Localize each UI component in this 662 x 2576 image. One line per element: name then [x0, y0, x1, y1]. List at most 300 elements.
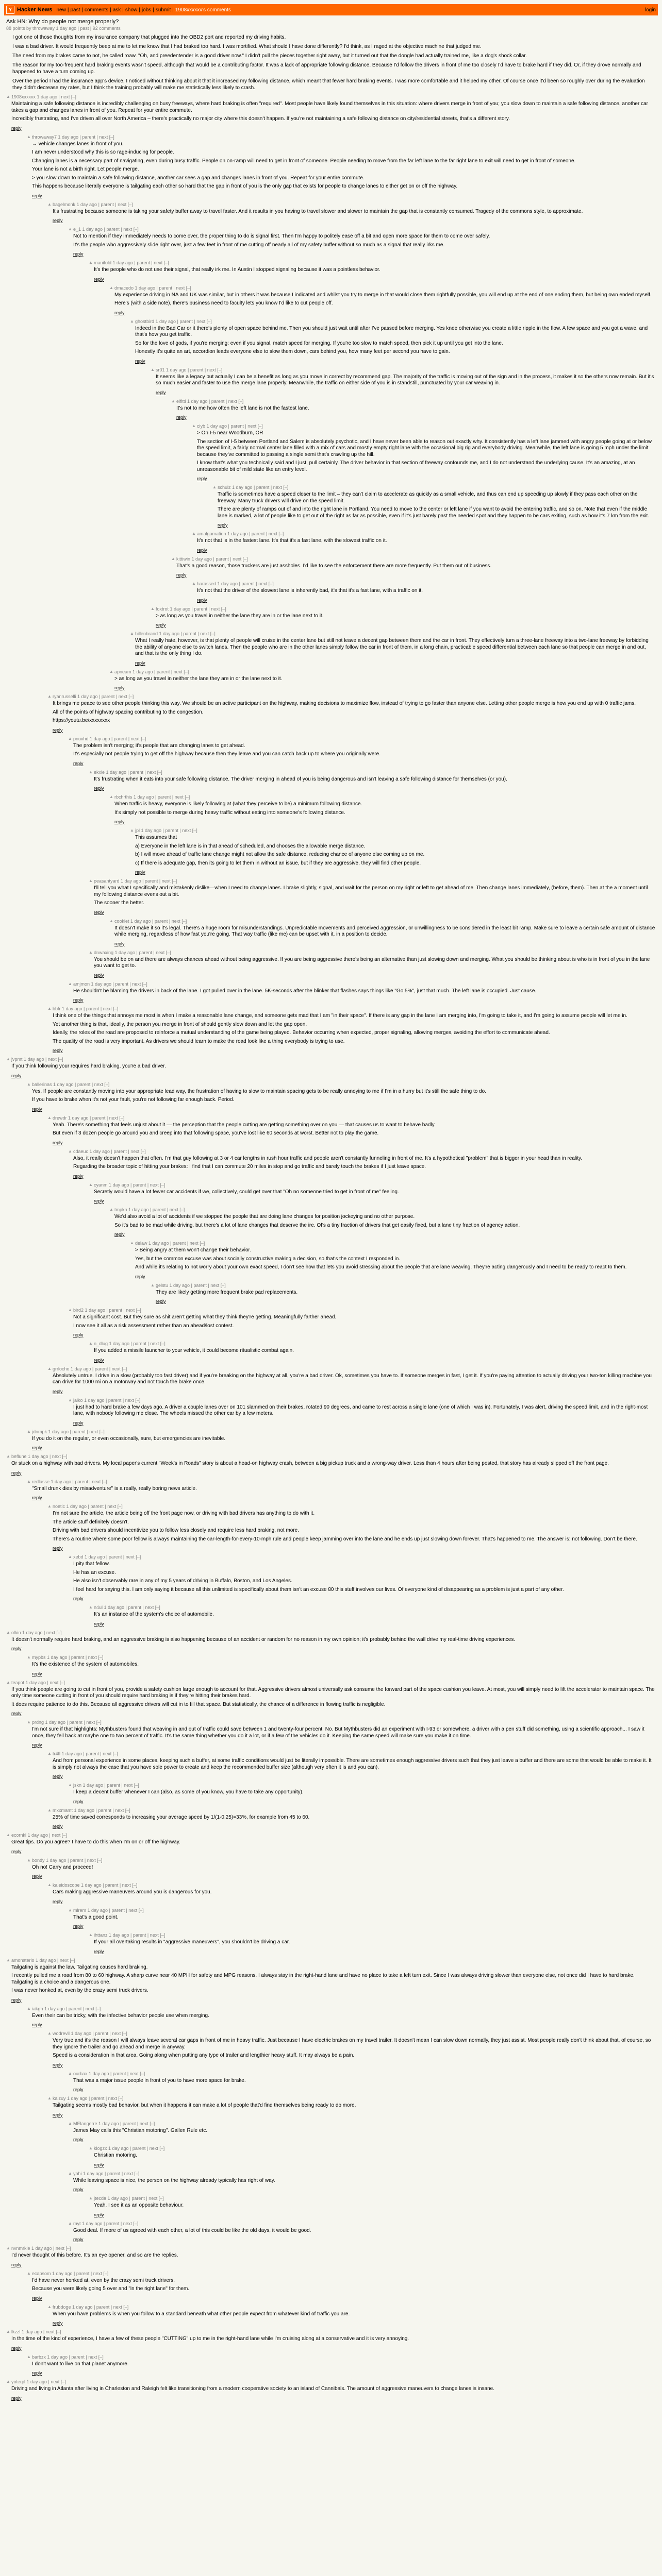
- comment: [47, 2096, 656, 2118]
- reply-link[interactable]: reply: [114, 685, 125, 690]
- nav-link-comments[interactable]: comments: [84, 7, 109, 13]
- comment-header[interactable]: dmacedo 1 day ago | parent | next [–]: [114, 285, 191, 291]
- reply-link[interactable]: reply: [156, 389, 166, 395]
- comment-header[interactable]: schulz 1 day ago | parent | next [–]: [218, 485, 289, 490]
- comment-header[interactable]: bagelmonk 1 day ago | parent | next [–]: [53, 201, 133, 207]
- comment-text: [11, 2336, 656, 2343]
- upvote-arrow-icon[interactable]: ▲: [6, 2329, 10, 2334]
- comment-body: [32, 1082, 656, 1112]
- comment-header[interactable]: delaw 1 day ago | parent | next [–]: [135, 1241, 205, 1246]
- comment-header[interactable]: beflune 1 day ago | next [–]: [11, 1454, 68, 1459]
- reply-link[interactable]: reply: [53, 727, 63, 733]
- comment-header[interactable]: tr4fl 1 day ago | parent | next [–]: [53, 1751, 118, 1756]
- upvote-arrow-icon[interactable]: ▲: [192, 581, 196, 586]
- upvote-arrow-icon[interactable]: ▲: [68, 2221, 72, 2226]
- reply-link[interactable]: reply: [11, 1073, 22, 1078]
- comment-header[interactable]: mxxmamt 1 day ago | parent | next [–]: [53, 1807, 130, 1813]
- reply-link[interactable]: reply: [156, 622, 166, 628]
- reply-link[interactable]: reply: [11, 125, 22, 131]
- story-title[interactable]: Ask HN: Why do people not merge properly?: [6, 19, 119, 25]
- upvote-arrow-icon[interactable]: ▲: [89, 1605, 93, 1609]
- reply-link[interactable]: reply: [94, 2212, 104, 2217]
- comment-paragraph: And from personal experience in some places, keeping such a buffer, at some traffic conditions would just be literally impossible. There are sometimes enough aggressive drivers such that they just leave a buffer and there are some that would be able to make it. It is simply not always the case that you have sole power to create and keep the recommended buffer size (although very often it is and you can).: [53, 1758, 652, 1770]
- comment-body: [73, 981, 656, 1004]
- comment-body: [94, 1933, 656, 1955]
- comment-header[interactable]: noetic 1 day ago | parent | next [–]: [53, 1504, 123, 1509]
- upvote-arrow-icon[interactable]: ▲: [27, 1857, 31, 1862]
- reply-link[interactable]: reply: [11, 2395, 22, 2401]
- comment: [6, 2246, 656, 2268]
- upvote-arrow-icon[interactable]: ▲: [6, 2379, 10, 2384]
- reply-link[interactable]: reply: [73, 1173, 84, 1179]
- comment-header[interactable]: ourbax 1 day ago | parent | next [–]: [73, 2071, 145, 2076]
- upvote-arrow-icon[interactable]: ▲: [130, 318, 134, 324]
- comment-header[interactable]: apneam 1 day ago | parent | next [–]: [114, 669, 189, 674]
- upvote-arrow-icon[interactable]: ▲: [47, 1115, 52, 1120]
- reply-link[interactable]: reply: [11, 1711, 22, 1716]
- upvote-arrow-icon[interactable]: ▲: [27, 1081, 31, 1087]
- comment-paragraph: It doesn't normally require hard braking, and an aggressive braking is also happening because of an accident or random for no reason in my own opinion; it's probably behind the wall drive my real-time driving experiences.: [11, 1636, 516, 1642]
- upvote-arrow-icon[interactable]: ▲: [151, 606, 155, 611]
- upvote-arrow-icon[interactable]: ▲: [109, 1207, 113, 1212]
- upvote-arrow-icon[interactable]: ▲: [47, 2031, 52, 2036]
- comment-paragraph: It's not to me how often the left lane is not the fastest lane.: [176, 405, 309, 411]
- reply-link[interactable]: reply: [218, 522, 228, 528]
- reply-link[interactable]: reply: [32, 2370, 42, 2376]
- reply-link[interactable]: reply: [53, 2062, 63, 2067]
- comment-header[interactable]: jdnmpk 1 day ago | parent | next [–]: [32, 1429, 105, 1434]
- upvote-arrow-icon[interactable]: ▲: [171, 556, 175, 561]
- upvote-arrow-icon[interactable]: ▲: [89, 2196, 93, 2200]
- comment-paragraph: If your all overtaking results in "aggressive maneuvers", you shouldn't be driving a car.: [94, 1939, 290, 1945]
- comment-text: [114, 676, 656, 683]
- comment-header[interactable]: dnwaxing 1 day ago | parent | next [–]: [94, 950, 171, 955]
- upvote-arrow-icon[interactable]: ▲: [47, 1883, 52, 1887]
- upvote-arrow-icon[interactable]: ▲: [109, 669, 113, 674]
- comment-text: [135, 835, 656, 867]
- comment-header[interactable]: ryanrusselli 1 day ago | parent | next [–]: [53, 694, 134, 699]
- reply-link[interactable]: reply: [197, 597, 207, 603]
- upvote-arrow-icon[interactable]: ▲: [27, 1479, 31, 1484]
- upvote-arrow-icon[interactable]: ▲: [89, 878, 93, 883]
- comment-header[interactable]: drewdr 1 day ago | parent | next [–]: [53, 1115, 125, 1121]
- reply-link[interactable]: reply: [73, 760, 84, 766]
- comment-body: [135, 1241, 656, 1280]
- comment-body: [53, 1751, 656, 1780]
- comment-paragraph: What I really hate, however, is that plenty of people will cruise in the center lane but still not leave a decent gap between them and the car in front. They effectively turn a three-lane freeway into a two-lane freeway by forbidding the ability of anyone else to switch lanes. Then the people who are in the other lanes simply follow the car in front of them, in a long chain, practicable speed differential between each lane so that people can merge in and out, and that is the only thing I do.: [135, 638, 649, 656]
- nav-link-ask[interactable]: ask: [112, 7, 121, 13]
- comment-header[interactable]: amalgamation 1 day ago | parent | next [–]: [197, 531, 284, 536]
- reply-link[interactable]: reply: [53, 1824, 63, 1829]
- upvote-arrow-icon[interactable]: ▲: [6, 2246, 10, 2250]
- upvote-arrow-icon[interactable]: ▲: [89, 769, 93, 774]
- comment-header[interactable]: kaizuy 1 day ago | parent | next [–]: [53, 2096, 124, 2101]
- comment-header[interactable]: frubdoge 1 day ago | parent | next [–]: [53, 2304, 129, 2310]
- reply-link[interactable]: reply: [53, 2112, 63, 2117]
- reply-link[interactable]: reply: [73, 2187, 84, 2192]
- upvote-arrow-icon[interactable]: ▲: [68, 981, 72, 986]
- comment-text: [11, 1687, 656, 1708]
- reply-link[interactable]: reply: [32, 1106, 42, 1112]
- comment-header[interactable]: n4ul 1 day ago | parent | next [–]: [94, 1605, 160, 1610]
- upvote-arrow-icon[interactable]: ▲: [68, 227, 72, 231]
- comment-header[interactable]: ecapsom 1 day ago | parent | next [–]: [32, 2270, 109, 2276]
- reply-link[interactable]: reply: [53, 1140, 63, 1145]
- upvote-arrow-icon[interactable]: ▲: [47, 694, 52, 699]
- upvote-arrow-icon[interactable]: ▲: [89, 950, 93, 955]
- comment-paragraph: 25% of time saved corresponds to increasing your average speed by 1/(1-0.25)=33%, for example from 45 to 60.: [53, 1814, 310, 1820]
- comment: [47, 1006, 656, 1054]
- comment-paragraph: So it's bad to be mad while driving, but there's a lot of lane changes that deserve the ire. Of's a tiny fraction of drivers that get easily fixed, but a lane tiny fraction of agency action.: [114, 1222, 520, 1228]
- nav-separator: |: [153, 7, 154, 13]
- upvote-arrow-icon[interactable]: ▲: [47, 1504, 52, 1509]
- nav-link-past[interactable]: past: [70, 7, 80, 13]
- reply-link[interactable]: reply: [53, 1774, 63, 1779]
- upvote-arrow-icon[interactable]: ▲: [68, 1554, 72, 1559]
- reply-link[interactable]: reply: [53, 2320, 63, 2326]
- upvote-arrow-icon[interactable]: ▲: [47, 2304, 52, 2309]
- comment-header[interactable]: iakgh 1 day ago | parent | next [–]: [32, 2006, 101, 2011]
- comment-header[interactable]: barbzx 1 day ago | parent | next [–]: [32, 2354, 104, 2360]
- reply-link[interactable]: reply: [94, 909, 104, 915]
- upvote-arrow-icon[interactable]: ▲: [47, 1807, 52, 1812]
- reply-link[interactable]: reply: [114, 310, 125, 315]
- reply-link[interactable]: reply: [73, 2137, 84, 2142]
- comment-body: [32, 2006, 656, 2028]
- upvote-arrow-icon[interactable]: ▲: [6, 1833, 10, 1837]
- comment-header[interactable]: bbfr 1 day ago | parent | next [–]: [53, 1006, 119, 1011]
- reply-link[interactable]: reply: [53, 1899, 63, 1904]
- comment-header[interactable]: kittiwin 1 day ago | parent | next [–]: [176, 556, 248, 562]
- reply-link[interactable]: reply: [156, 1299, 166, 1304]
- reply-link[interactable]: reply: [73, 2087, 84, 2092]
- comment-header[interactable]: wodrevil 1 day ago | parent | next [–]: [53, 2031, 127, 2036]
- comment-paragraph: b) I will move ahead of traffic lane change might not allow the safe distance, reducing chance of anyone else coming up on me.: [135, 852, 425, 857]
- reply-link[interactable]: reply: [114, 819, 125, 824]
- comment-text: [11, 1637, 656, 1643]
- comment-body: [94, 878, 656, 916]
- upvote-arrow-icon[interactable]: ▲: [27, 2270, 31, 2276]
- upvote-arrow-icon[interactable]: ▲: [27, 2006, 31, 2011]
- reply-link[interactable]: reply: [114, 941, 125, 946]
- upvote-arrow-icon[interactable]: ▲: [6, 1957, 10, 1962]
- upvote-arrow-icon[interactable]: ▲: [47, 1366, 52, 1371]
- comment-paragraph: Yet another thing is that, ideally, the person you merge in front of should gently slow down and let the gap open.: [53, 1021, 307, 1027]
- comment: [27, 1429, 656, 1451]
- comment-header[interactable]: ballerinas 1 day ago | parent | next [–]: [32, 1081, 110, 1087]
- reply-link[interactable]: reply: [135, 660, 145, 666]
- upvote-arrow-icon[interactable]: ▲: [109, 285, 113, 290]
- comment-header[interactable]: kaleidoscope 1 day ago | parent | next [–]: [53, 1883, 138, 1888]
- comment-header[interactable]: throwaway7 1 day ago | parent | next [–]: [32, 134, 114, 140]
- reply-link[interactable]: reply: [53, 1546, 63, 1551]
- reply-link[interactable]: reply: [53, 1048, 63, 1053]
- upvote-arrow-icon[interactable]: ▲: [89, 1182, 93, 1187]
- comment-body: [73, 1783, 656, 1805]
- upvote-arrow-icon[interactable]: ▲: [89, 1933, 93, 1937]
- comment-header[interactable]: hillenbrand 1 day ago | parent | next [–]: [135, 631, 216, 636]
- comment: [89, 878, 656, 916]
- reply-link[interactable]: reply: [73, 1924, 84, 1929]
- comment-header[interactable]: jaiko 1 day ago | parent | next [–]: [73, 1397, 141, 1403]
- nav-link-show[interactable]: show: [125, 7, 138, 13]
- upvote-arrow-icon[interactable]: ▲: [68, 1308, 72, 1312]
- upvote-arrow-icon[interactable]: ▲: [89, 1341, 93, 1346]
- comment-text: [73, 1314, 656, 1329]
- reply-link[interactable]: reply: [94, 786, 104, 791]
- comment-text: [73, 2228, 656, 2234]
- reply-link[interactable]: reply: [176, 572, 187, 578]
- comment-header[interactable]: manifold 1 day ago | parent | next [–]: [94, 260, 169, 265]
- comment-text: [114, 1214, 656, 1229]
- comment-header[interactable]: pnuxhd 1 day ago | parent | next [–]: [73, 736, 146, 741]
- story-text-paragraph: Over the period I had the insurance app's device, I noticed without thinking about it that it increased my following distance, which meant that fewer hard braking events. I was more comfortable and it helped my other. Of course once it'd been so roughly over during the evaluation they didn't decrease my rates, but I think the training probably will make me statistically less likely to crash.: [12, 78, 645, 91]
- reply-link[interactable]: reply: [135, 870, 145, 875]
- reply-link[interactable]: reply: [73, 1799, 84, 1804]
- comment: [109, 919, 656, 947]
- comment-paragraph: Great tips. Do you agree? I have to do this when I'm on or off the highway.: [11, 1839, 180, 1845]
- reply-link[interactable]: reply: [32, 1742, 42, 1748]
- comment: [68, 227, 656, 257]
- reply-link[interactable]: reply: [32, 1874, 42, 1879]
- comment-header[interactable]: tmpkn 1 day ago | parent | next [–]: [114, 1207, 185, 1212]
- comment-header[interactable]: teapot 1 day ago | next [–]: [11, 1680, 65, 1685]
- reply-link[interactable]: reply: [73, 251, 84, 257]
- upvote-arrow-icon[interactable]: ▲: [68, 1783, 72, 1787]
- comment-body: [32, 1720, 656, 1748]
- comment-paragraph: Good deal. If more of us agreed with each other, a lot of this could be like the old days, it would be good.: [73, 2227, 311, 2233]
- comment-header[interactable]: cooklet 1 day ago | parent | next [–]: [114, 918, 187, 924]
- upvote-arrow-icon[interactable]: ▲: [6, 1630, 10, 1635]
- reply-link[interactable]: reply: [94, 1621, 104, 1626]
- upvote-arrow-icon[interactable]: ▲: [6, 1454, 10, 1459]
- comment-header[interactable]: ekxle 1 day ago | parent | next [–]: [94, 769, 162, 775]
- story-text-paragraph: The reason for my too-frequent hard braking events wasn't speed, although that would be a contributing factor. It was a lack of appropriate following distance. Because I'd follow the drivers in front of me too closely I'd have to brake hard if they did. Or, if they drove normally and happened to have a turn coming up.: [12, 62, 641, 75]
- reply-link[interactable]: reply: [32, 2295, 42, 2301]
- reply-link[interactable]: reply: [32, 2022, 42, 2027]
- comment-paragraph: Or stuck on a highway with bad drivers. My local paper's current "Week's in Roads" story is about a head-on highway crash, between a big pickup truck and a wrong-way driver. Less than 4 hours after being posted, that story has already slipped off the front page.: [11, 1461, 609, 1466]
- comment-text: [53, 1815, 656, 1821]
- reply-link[interactable]: reply: [11, 1849, 22, 1854]
- comment-paragraph: I am never understood why this is so rage-inducing for people.: [32, 149, 174, 155]
- comment-text: [94, 1612, 656, 1618]
- comment-text: [11, 1839, 656, 1846]
- nav-link-submit[interactable]: submit: [155, 7, 171, 13]
- comment: [89, 1933, 656, 1955]
- reply-link[interactable]: reply: [11, 2262, 22, 2267]
- reply-link[interactable]: reply: [135, 358, 145, 364]
- comment-header[interactable]: nvnmrkle 1 day ago | next [–]: [11, 2246, 71, 2251]
- comment-header[interactable]: 1908xxxxxx 1 day ago | next [–]: [11, 94, 76, 99]
- reply-link[interactable]: reply: [53, 1388, 63, 1394]
- comment: [109, 669, 656, 691]
- upvote-arrow-icon[interactable]: ▲: [27, 2354, 31, 2359]
- comment-header[interactable]: ecornkl 1 day ago | next [–]: [11, 1833, 67, 1838]
- comment-header[interactable]: jvpmt 1 day ago | next [–]: [11, 1057, 63, 1062]
- comment-text: [94, 1348, 656, 1354]
- comment-header[interactable]: ihttanz 1 day ago | parent | next [–]: [94, 1933, 166, 1938]
- comment-paragraph: He also isn't observably rare in any of my 5 years of driving in Buffalo, Boston, and Los Angeles.: [73, 1578, 292, 1584]
- reply-link[interactable]: reply: [94, 1198, 104, 1204]
- upvote-arrow-icon[interactable]: ▲: [27, 134, 31, 139]
- upvote-arrow-icon[interactable]: ▲: [212, 485, 217, 489]
- upvote-arrow-icon[interactable]: ▲: [6, 1057, 10, 1061]
- upvote-arrow-icon[interactable]: ▲: [192, 531, 196, 536]
- upvote-arrow-icon[interactable]: ▲: [151, 367, 155, 372]
- comment-text: [73, 1156, 656, 1171]
- reply-link[interactable]: reply: [11, 1997, 22, 2003]
- comment-header[interactable]: klogzx 1 day ago | parent | next [–]: [94, 2146, 165, 2151]
- y-logo-icon[interactable]: Y: [6, 6, 14, 14]
- reply-link[interactable]: reply: [32, 1671, 42, 1676]
- upvote-arrow-icon[interactable]: ▲: [151, 1282, 155, 1287]
- upvote-arrow-icon[interactable]: ▲: [68, 1148, 72, 1154]
- comment-body: [114, 919, 656, 947]
- nav-active-item[interactable]: 1908xxxxxx's comments: [175, 7, 231, 13]
- upvote-arrow-icon[interactable]: ▲: [68, 2171, 72, 2176]
- login-link[interactable]: login: [644, 7, 656, 13]
- comment: [212, 485, 656, 528]
- comment-header[interactable]: xebd 1 day ago | parent | next [–]: [73, 1554, 141, 1560]
- comment-header[interactable]: jpl 1 day ago | parent | next [–]: [135, 828, 197, 833]
- upvote-arrow-icon[interactable]: ▲: [171, 398, 175, 403]
- reply-link[interactable]: reply: [11, 1470, 22, 1476]
- nav-link-jobs[interactable]: jobs: [141, 7, 152, 13]
- reply-link[interactable]: reply: [73, 1332, 84, 1337]
- comment-header[interactable]: foxtrot 1 day ago | parent | next [–]: [156, 606, 226, 612]
- comment-header[interactable]: bird2 1 day ago | parent | next [–]: [73, 1308, 141, 1313]
- upvote-arrow-icon[interactable]: ▲: [6, 1680, 10, 1685]
- comment-body: [73, 2121, 656, 2143]
- comment-header[interactable]: sr01 1 day ago | parent | next [–]: [156, 367, 223, 372]
- comment-paragraph: Ideally, the roles of the road are proposed to reinforce a mutual understanding of the game being played. Behavior occurring when expected, proper signaling, allowing merges, avoiding the effort to communicate ahead.: [53, 1030, 550, 1036]
- comment-header[interactable]: grrlocho 1 day ago | parent | next [–]: [53, 1366, 127, 1371]
- comment-text: [53, 1373, 656, 1386]
- upvote-arrow-icon[interactable]: ▲: [109, 918, 113, 923]
- comment-header[interactable]: lkzzl 1 day ago | next [–]: [11, 2329, 61, 2334]
- reply-link[interactable]: reply: [73, 2237, 84, 2242]
- reply-link[interactable]: reply: [94, 972, 104, 978]
- comment-header[interactable]: redlasse 1 day ago | parent | next [–]: [32, 1479, 107, 1484]
- comment-header[interactable]: e_1 1 day ago | parent | next [–]: [73, 227, 139, 232]
- upvote-arrow-icon[interactable]: ▲: [68, 2071, 72, 2076]
- comment-text: [176, 563, 656, 570]
- upvote-arrow-icon[interactable]: ▲: [47, 2096, 52, 2100]
- upvote-arrow-icon[interactable]: ▲: [130, 631, 134, 636]
- nav-separator: |: [139, 7, 140, 13]
- comment-header[interactable]: jskn 1 day ago | parent | next [–]: [73, 1783, 139, 1788]
- comment-header[interactable]: amonsterlo 1 day ago | next [–]: [11, 1957, 75, 1963]
- upvote-arrow-icon[interactable]: ▲: [68, 1397, 72, 1402]
- reply-link[interactable]: reply: [197, 476, 207, 481]
- upvote-arrow-icon[interactable]: ▲: [27, 1655, 31, 1659]
- comment-header[interactable]: ghostbird 1 day ago | parent | next [–]: [135, 318, 212, 324]
- comment-paragraph: The article stuff definitely doesn't.: [53, 1519, 129, 1525]
- reply-link[interactable]: reply: [73, 1596, 84, 1601]
- comment-header[interactable]: elfitti 1 day ago | parent | next [–]: [176, 398, 244, 404]
- comment-header[interactable]: n_dlug 1 day ago | parent | next [–]: [94, 1341, 166, 1346]
- comment-header[interactable]: yoterpl 1 day ago | next [–]: [11, 2379, 66, 2384]
- upvote-arrow-icon[interactable]: ▲: [192, 423, 196, 428]
- comment-text: [32, 141, 656, 190]
- comment-paragraph: We'd also avoid a lot of accidents if we stopped the people that are doing lane changes for position jockeying and no other purpose.: [114, 1214, 415, 1219]
- reply-link[interactable]: reply: [114, 1232, 125, 1237]
- reply-link[interactable]: reply: [94, 2162, 104, 2167]
- reply-link[interactable]: reply: [32, 1495, 42, 1500]
- comment-body: [32, 2271, 656, 2301]
- comment-header[interactable]: harassed 1 day ago | parent | next [–]: [197, 581, 274, 586]
- comment-paragraph: In the time of the kind of experience, I have a few of these people "CUTTING" up to me in the right-hand lane while I'm cruising along at a conservative and it is very annoying.: [11, 2336, 409, 2342]
- site-title[interactable]: Hacker News: [17, 7, 53, 13]
- upvote-arrow-icon[interactable]: ▲: [47, 1751, 52, 1756]
- comment-header[interactable]: rbchrthis 1 day ago | parent | next [–]: [114, 794, 190, 800]
- comment-header[interactable]: prdng 1 day ago | parent | next [–]: [32, 1720, 102, 1725]
- comment-header[interactable]: gelstu 1 day ago | parent | next [–]: [156, 1282, 226, 1288]
- comment-header[interactable]: yahi 1 day ago | parent | next [–]: [73, 2171, 140, 2176]
- upvote-arrow-icon[interactable]: ▲: [47, 1006, 52, 1011]
- upvote-arrow-icon[interactable]: ▲: [109, 794, 113, 799]
- upvote-arrow-icon[interactable]: ▲: [6, 94, 10, 99]
- reply-link[interactable]: reply: [135, 1274, 145, 1279]
- comment-header[interactable]: mlrem 1 day ago | parent | next [–]: [73, 1907, 144, 1913]
- comment-body: [32, 1858, 656, 1880]
- comment-header[interactable]: mypbs 1 day ago | parent | next [–]: [32, 1655, 104, 1660]
- reply-link[interactable]: reply: [94, 276, 104, 282]
- reply-link[interactable]: reply: [197, 547, 207, 553]
- reply-link[interactable]: reply: [11, 1646, 22, 1651]
- reply-link[interactable]: reply: [94, 1357, 104, 1363]
- comment-text: [11, 1964, 656, 1994]
- upvote-arrow-icon[interactable]: ▲: [130, 828, 134, 833]
- reply-link[interactable]: reply: [53, 218, 63, 223]
- reply-link[interactable]: reply: [73, 1420, 84, 1426]
- comment-header[interactable]: cdaeuc 1 day ago | parent | next [–]: [73, 1148, 146, 1154]
- reply-link[interactable]: reply: [94, 1948, 104, 1954]
- comment-header[interactable]: cyanm 1 day ago | parent | next [–]: [94, 1182, 166, 1188]
- reply-link[interactable]: reply: [11, 2345, 22, 2351]
- upvote-arrow-icon[interactable]: ▲: [68, 2121, 72, 2126]
- comment-paragraph: Because you were likely going 5 over and "in the right lane" for them.: [32, 2286, 190, 2292]
- upvote-arrow-icon[interactable]: ▲: [47, 201, 52, 207]
- reply-link[interactable]: reply: [73, 997, 84, 1003]
- comment-body: [32, 2354, 656, 2377]
- upvote-arrow-icon[interactable]: ▲: [27, 1429, 31, 1434]
- comment-header[interactable]: bondy 1 day ago | parent | next [–]: [32, 1857, 103, 1863]
- comment-body: [53, 1115, 656, 1146]
- reply-link[interactable]: reply: [176, 415, 187, 420]
- comment-header[interactable]: MElangerre 1 day ago | parent | next [–]: [73, 2121, 155, 2126]
- upvote-arrow-icon[interactable]: ▲: [130, 1241, 134, 1245]
- comment-body: [218, 485, 656, 528]
- upvote-arrow-icon[interactable]: ▲: [89, 2146, 93, 2150]
- comment-header[interactable]: peasantyard 1 day ago | parent | next [–]: [94, 878, 177, 884]
- comment-header[interactable]: jtecda 1 day ago | parent | next [–]: [94, 2196, 164, 2201]
- upvote-arrow-icon[interactable]: ▲: [68, 1907, 72, 1912]
- upvote-arrow-icon[interactable]: ▲: [89, 260, 93, 265]
- comment-paragraph: "Small drunk dies by misadventure" is a really, really boring news article.: [32, 1485, 197, 1492]
- upvote-arrow-icon[interactable]: ▲: [68, 736, 72, 741]
- comment-header[interactable]: olkin 1 day ago | next [–]: [11, 1630, 62, 1635]
- comment-header[interactable]: ciyb 1 day ago | parent | next [–]: [197, 423, 263, 429]
- nav-link-new[interactable]: new: [56, 7, 66, 13]
- upvote-arrow-icon[interactable]: ▲: [27, 1720, 31, 1724]
- comment-header[interactable]: amjmon 1 day ago | parent | next [–]: [73, 981, 147, 987]
- comment-text: [73, 233, 656, 248]
- comment-text: [94, 776, 656, 783]
- reply-link[interactable]: reply: [32, 1445, 42, 1450]
- reply-link[interactable]: reply: [32, 193, 42, 198]
- comment-header[interactable]: myt 1 day ago | parent | next [–]: [73, 2221, 139, 2226]
